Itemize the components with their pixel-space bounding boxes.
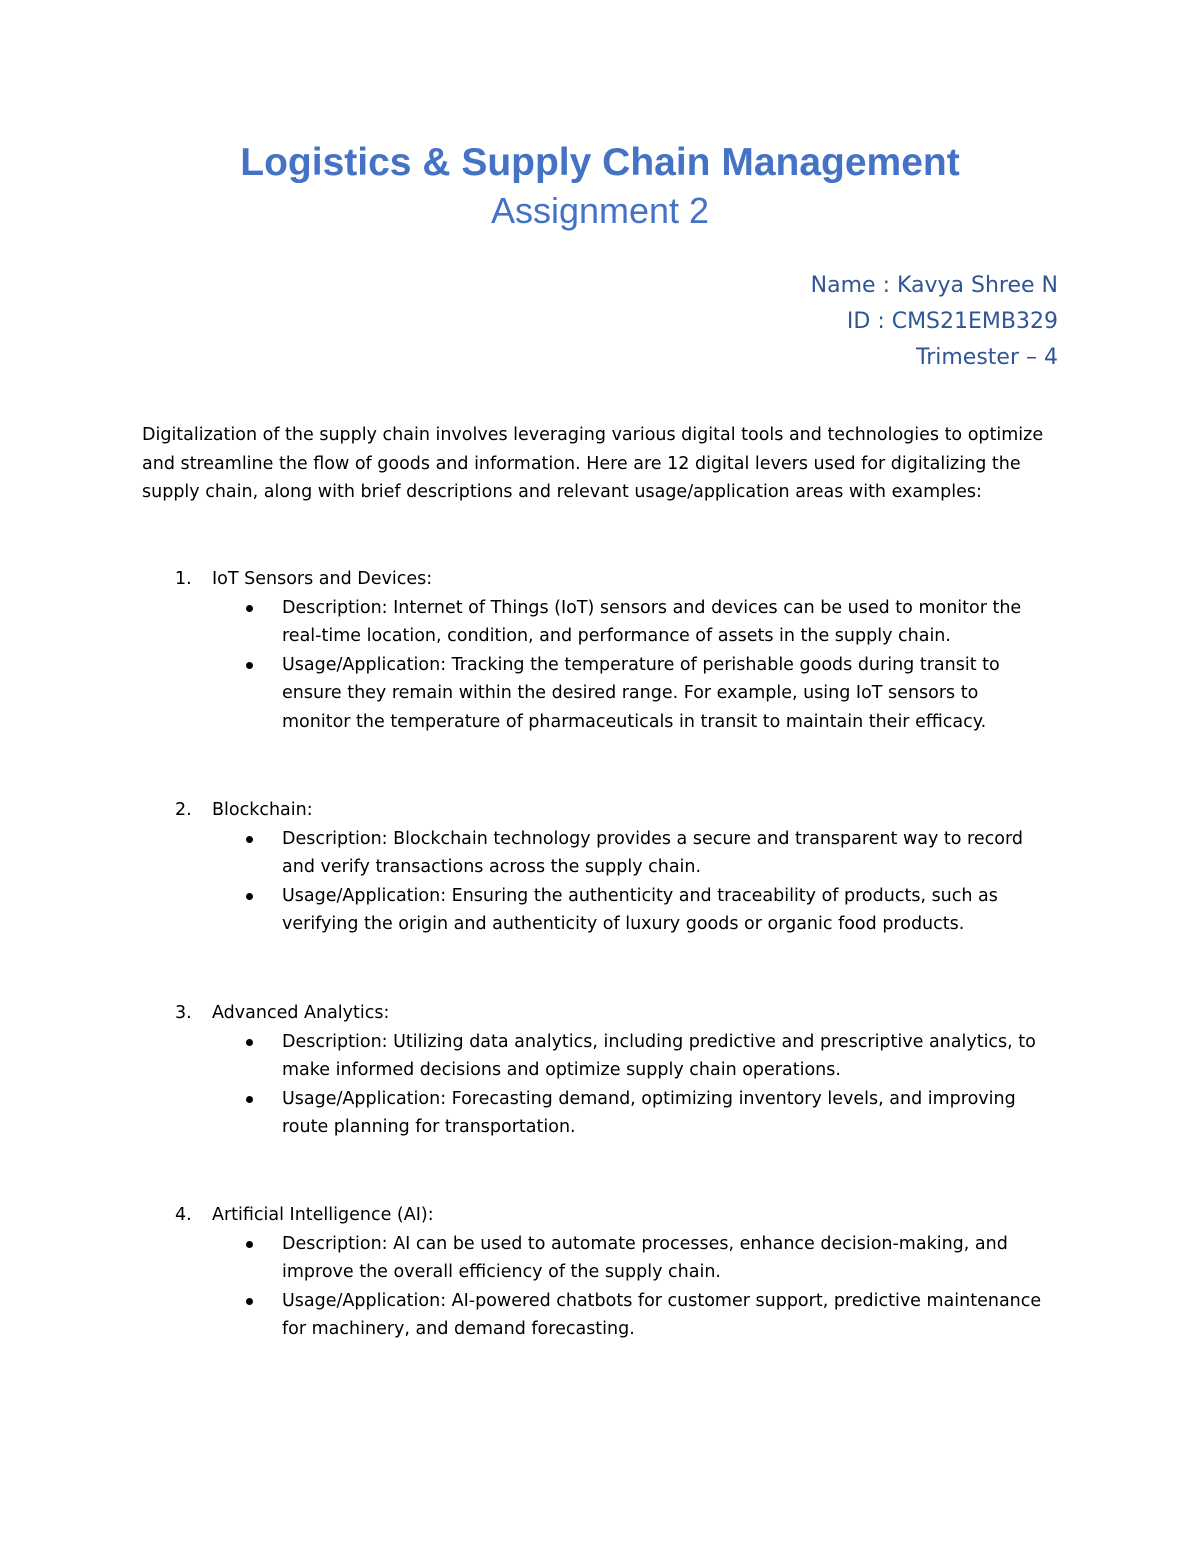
trimester: Trimester – 4 xyxy=(916,345,1058,370)
lever-item xyxy=(142,565,1072,736)
lever-heading xyxy=(142,796,1072,825)
usage-text: Usage/Application: AI-powered chatbots for customer support, predictive maintenance for machinery, and demand forecasting. xyxy=(282,1290,1042,1339)
title-block xyxy=(0,138,1200,234)
lever-heading xyxy=(142,1201,1072,1230)
usage-text: Usage/Application: Forecasting demand, optimizing inventory levels, and improving route planning for transportation. xyxy=(282,1088,1016,1137)
document-title: Logistics & Supply Chain Management xyxy=(240,141,960,184)
usage-bullet xyxy=(142,651,1052,737)
lever-heading xyxy=(142,999,1072,1028)
usage-text: Usage/Application: Tracking the temperature of perishable goods during transit to ensure they remain within the desired range. For example, using IoT sensors to monitor the temperature of pharmaceuticals in transit to maintain their efficacy. xyxy=(282,654,1000,732)
description-bullet xyxy=(142,1028,1052,1085)
lever-bullets xyxy=(142,825,1072,939)
description-text: Description: AI can be used to automate processes, enhance decision-making, and improve the overall efficiency of the supply chain. xyxy=(282,1233,1008,1282)
description-bullet xyxy=(142,825,1052,882)
bullet-icon xyxy=(246,1298,253,1305)
student-id: ID : CMS21EMB329 xyxy=(846,309,1058,334)
lever-title: Advanced Analytics: xyxy=(212,1003,390,1023)
bullet-icon xyxy=(246,893,253,900)
usage-bullet xyxy=(142,1287,1052,1344)
bullet-icon xyxy=(246,605,253,612)
description-text: Description: Blockchain technology provides a secure and transparent way to record and verify transactions across the supply chain. xyxy=(282,828,1023,877)
lever-bullets xyxy=(142,1028,1072,1142)
bullet-icon xyxy=(246,1039,253,1046)
description-text: Description: Internet of Things (IoT) sensors and devices can be used to monitor the real-time location, condition, and performance of assets in the supply chain. xyxy=(282,597,1022,646)
lever-title: Artificial Intelligence (AI): xyxy=(212,1205,434,1225)
lever-number: 3. xyxy=(175,1003,192,1023)
description-bullet xyxy=(142,594,1052,651)
lever-title: IoT Sensors and Devices: xyxy=(212,569,433,589)
lever-number: 2. xyxy=(175,800,192,820)
description-text: Description: Utilizing data analytics, including predictive and prescriptive analytics, to make informed decisions and optimize supply chain operations. xyxy=(282,1031,1036,1080)
lever-title: Blockchain: xyxy=(212,800,313,820)
bullet-icon xyxy=(246,1241,253,1248)
lever-heading xyxy=(142,565,1072,594)
lever-bullets xyxy=(142,1230,1072,1344)
author-name: Name : Kavya Shree N xyxy=(810,273,1058,298)
lever-bullets xyxy=(142,594,1072,737)
author-meta xyxy=(811,268,1058,376)
lever-item xyxy=(142,999,1072,1142)
lever-number: 4. xyxy=(175,1205,192,1225)
document-subtitle: Assignment 2 xyxy=(490,190,710,231)
bullet-icon xyxy=(246,662,253,669)
usage-bullet xyxy=(142,1085,1052,1142)
usage-bullet xyxy=(142,882,1052,939)
lever-item xyxy=(142,796,1072,939)
intro-paragraph: Digitalization of the supply chain involves leveraging various digital tools and technologies to optimize and streamline the flow of goods and information. Here are 12 digital levers used for digitalizing the supply chain, along with brief descriptions and relevant usage/application areas with examples: xyxy=(142,425,1044,502)
bullet-icon xyxy=(246,836,253,843)
lever-item xyxy=(142,1201,1072,1344)
lever-number: 1. xyxy=(175,569,192,589)
description-bullet xyxy=(142,1230,1052,1287)
usage-text: Usage/Application: Ensuring the authenticity and traceability of products, such as verifying the origin and authenticity of luxury goods or organic food products. xyxy=(282,885,998,934)
bullet-icon xyxy=(246,1096,253,1103)
